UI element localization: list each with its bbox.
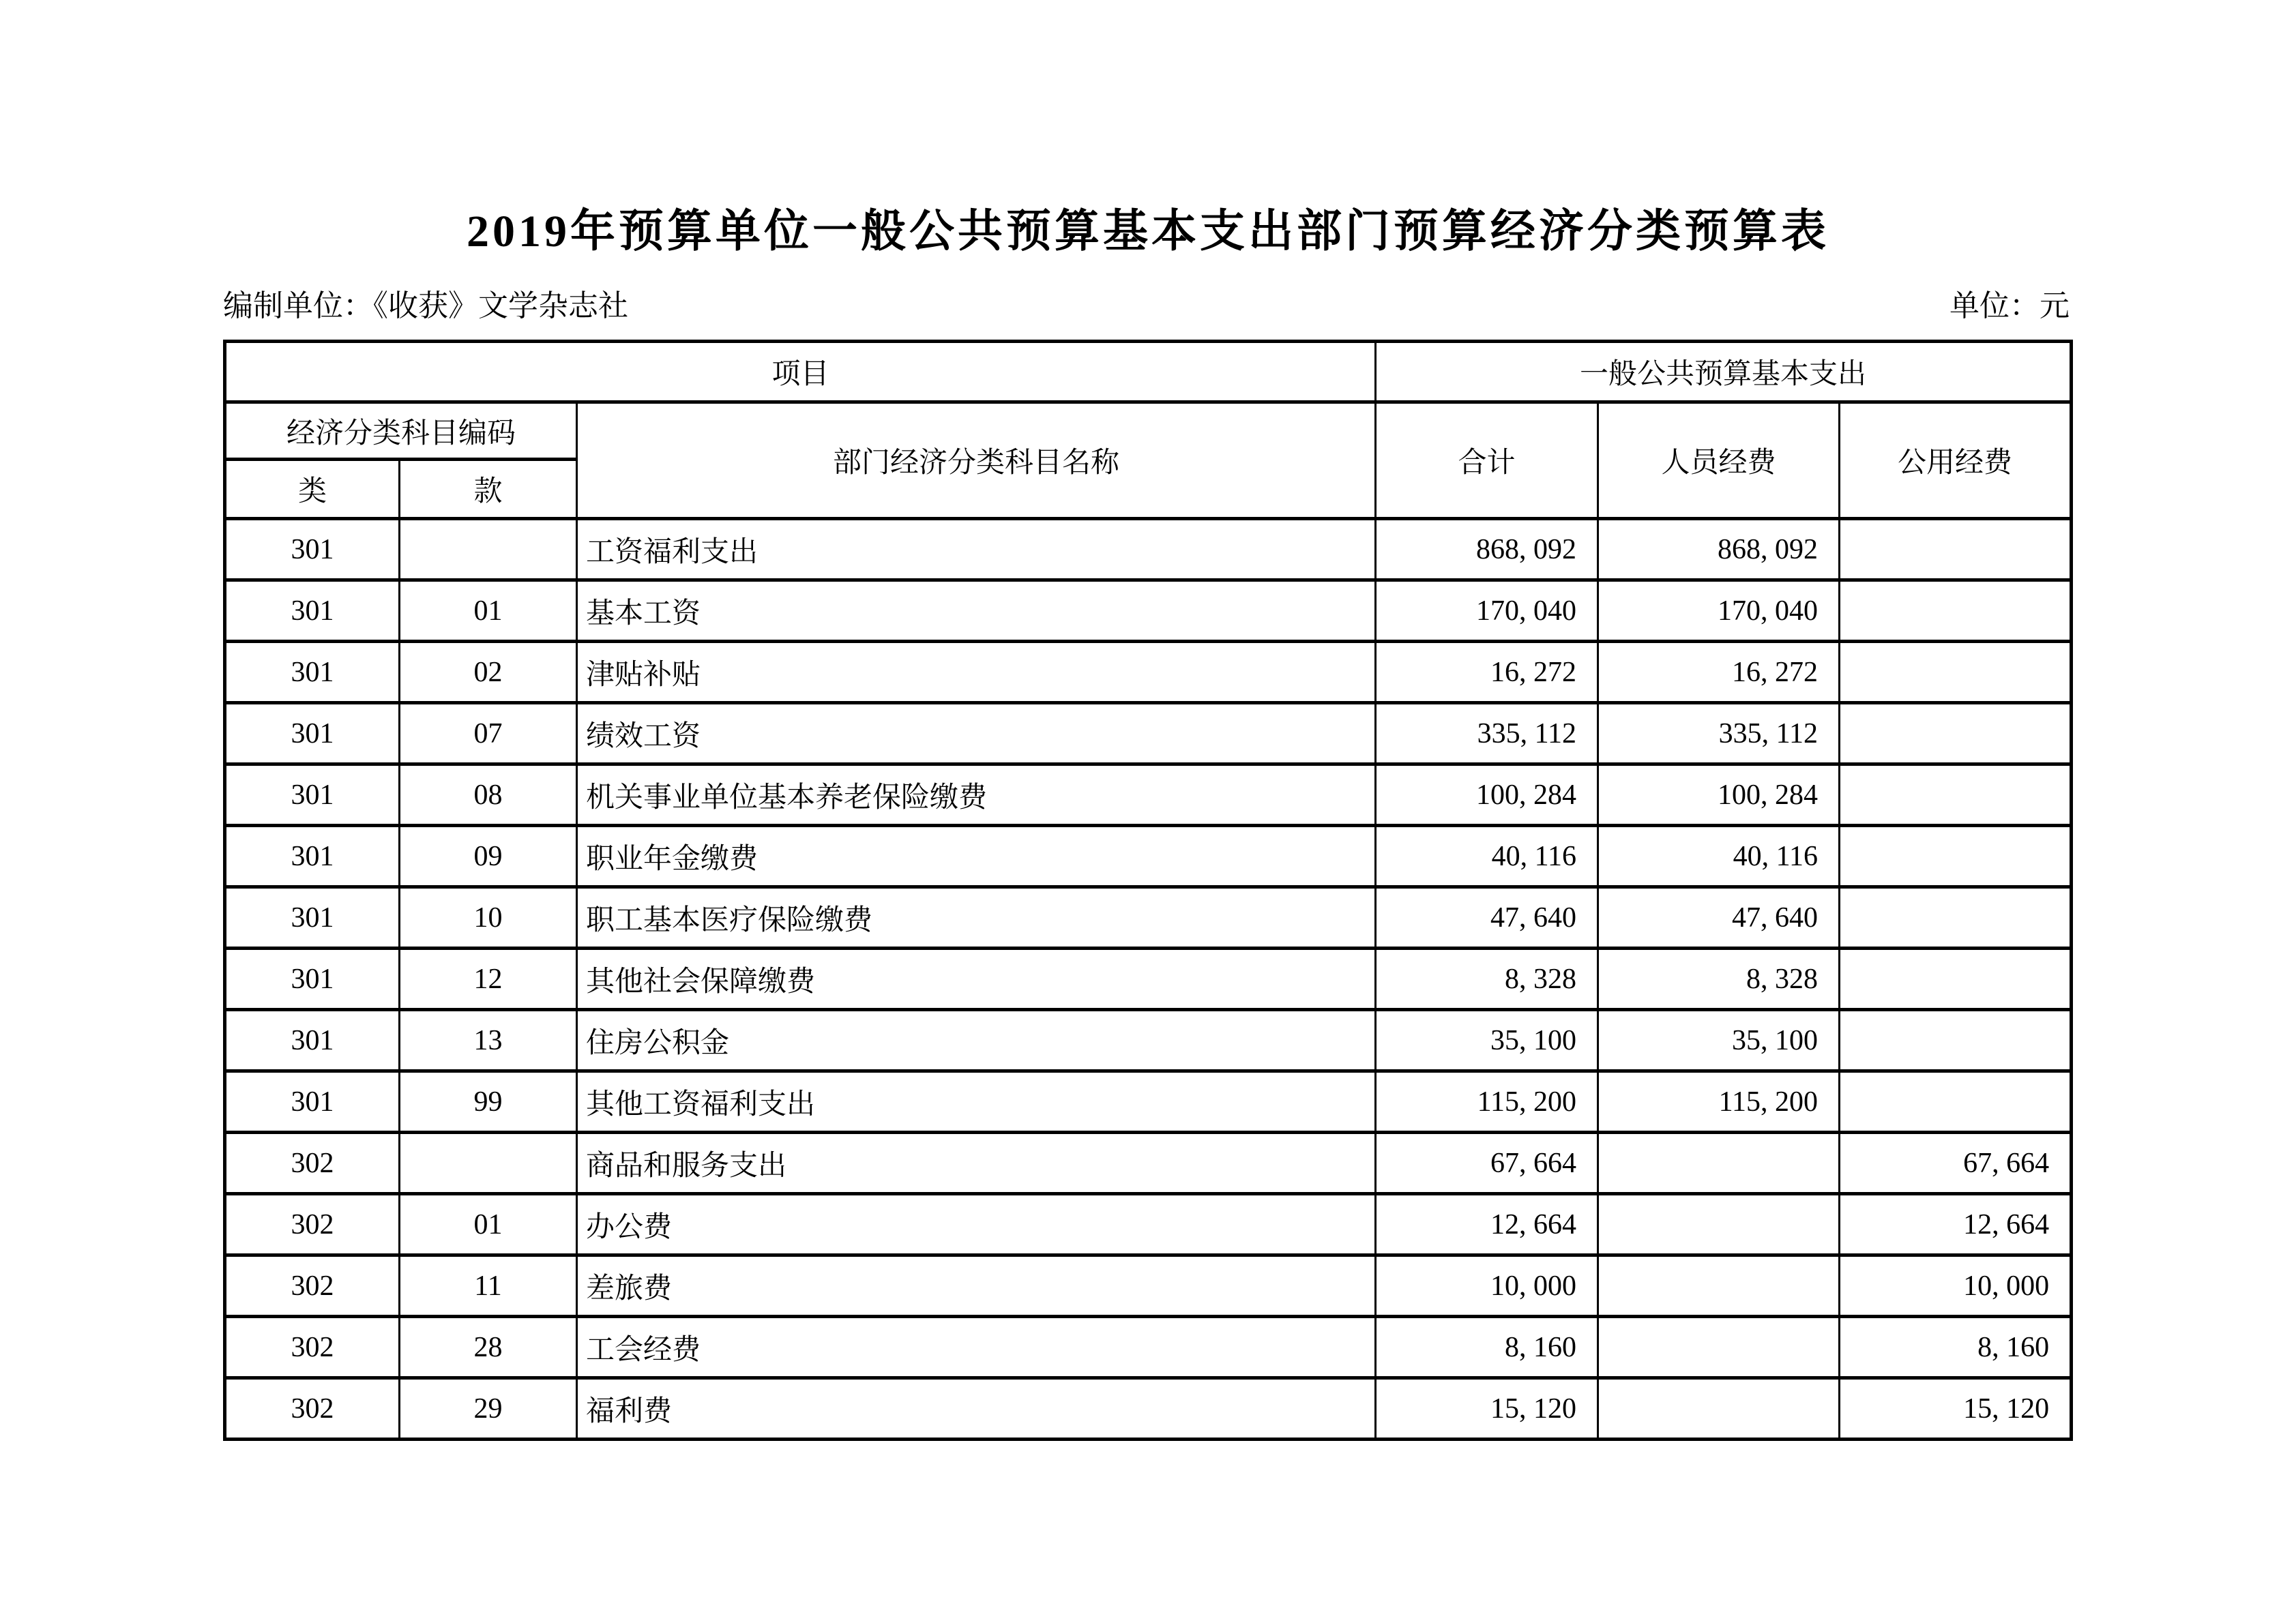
cell-class-code: 301 [225,580,400,642]
header-public: 公用经费 [1840,402,2072,519]
cell-section-code: 02 [400,642,577,703]
cell-public: 10, 000 [1840,1255,2072,1317]
cell-personnel: 335, 112 [1598,703,1840,764]
cell-class-code: 302 [225,1194,400,1255]
cell-public: 8, 160 [1840,1317,2072,1378]
cell-personnel: 16, 272 [1598,642,1840,703]
cell-public: 12, 664 [1840,1194,2072,1255]
cell-personnel: 40, 116 [1598,826,1840,887]
cell-section-code: 99 [400,1071,577,1133]
header-class-code: 类 [225,460,400,519]
cell-public [1840,703,2072,764]
table-row [225,949,2072,1010]
cell-class-code: 301 [225,1010,400,1071]
cell-total: 12, 664 [1376,1194,1598,1255]
table-row [225,826,2072,887]
cell-class-code: 302 [225,1133,400,1194]
cell-section-code: 01 [400,1194,577,1255]
table-row [225,703,2072,764]
table-row [225,1010,2072,1071]
cell-total: 335, 112 [1376,703,1598,764]
cell-class-code: 301 [225,519,400,580]
table-row [225,1317,2072,1378]
table-row [225,1133,2072,1194]
unit-label: 单位：元 [1949,289,2070,323]
cell-total: 15, 120 [1376,1378,1598,1440]
cell-public: 67, 664 [1840,1133,2072,1194]
prepared-by [223,281,628,325]
cell-personnel [1598,1255,1840,1317]
cell-public [1840,1010,2072,1071]
cell-section-code: 12 [400,949,577,1010]
cell-total: 8, 328 [1376,949,1598,1010]
cell-section-code: 09 [400,826,577,887]
cell-section-code [400,1133,577,1194]
cell-subject-name: 职工基本医疗保险缴费 [577,887,1376,949]
cell-total: 16, 272 [1376,642,1598,703]
cell-subject-name: 住房公积金 [577,1010,1376,1071]
cell-subject-name: 机关事业单位基本养老保险缴费 [577,764,1376,826]
cell-class-code: 302 [225,1378,400,1440]
cell-total: 170, 040 [1376,580,1598,642]
cell-class-code: 301 [225,764,400,826]
cell-section-code: 08 [400,764,577,826]
cell-public [1840,949,2072,1010]
prepared-by-label: 编制单位： [223,289,373,323]
cell-section-code: 11 [400,1255,577,1317]
cell-subject-name: 津贴补贴 [577,642,1376,703]
cell-total: 67, 664 [1376,1133,1598,1194]
cell-section-code: 13 [400,1010,577,1071]
table-row [225,1255,2072,1317]
cell-class-code: 302 [225,1255,400,1317]
cell-public [1840,519,2072,580]
header-row-middle [225,402,2072,460]
table-row [225,887,2072,949]
cell-personnel [1598,1317,1840,1378]
cell-total: 868, 092 [1376,519,1598,580]
cell-section-code: 10 [400,887,577,949]
cell-subject-name: 商品和服务支出 [577,1133,1376,1194]
cell-total: 47, 640 [1376,887,1598,949]
cell-class-code: 301 [225,642,400,703]
table-row [225,580,2072,642]
cell-subject-name: 其他社会保障缴费 [577,949,1376,1010]
cell-subject-name: 差旅费 [577,1255,1376,1317]
header-project: 项目 [225,342,1376,402]
cell-subject-name: 绩效工资 [577,703,1376,764]
cell-personnel [1598,1194,1840,1255]
header-row-top [225,342,2072,402]
table-row [225,1378,2072,1440]
cell-section-code [400,519,577,580]
table-row [225,1194,2072,1255]
cell-personnel: 115, 200 [1598,1071,1840,1133]
cell-personnel [1598,1133,1840,1194]
cell-total: 35, 100 [1376,1010,1598,1071]
cell-subject-name: 办公费 [577,1194,1376,1255]
cell-class-code: 301 [225,887,400,949]
cell-class-code: 301 [225,703,400,764]
header-section-code: 款 [400,460,577,519]
header-econ-code: 经济分类科目编码 [225,402,577,460]
cell-section-code: 01 [400,580,577,642]
table-row [225,519,2072,580]
cell-total: 10, 000 [1376,1255,1598,1317]
cell-personnel: 868, 092 [1598,519,1840,580]
cell-public [1840,580,2072,642]
table-row [225,1071,2072,1133]
cell-section-code: 28 [400,1317,577,1378]
cell-total: 8, 160 [1376,1317,1598,1378]
table-row [225,764,2072,826]
cell-public: 15, 120 [1840,1378,2072,1440]
cell-personnel [1598,1378,1840,1440]
cell-personnel: 8, 328 [1598,949,1840,1010]
header-general-public-budget: 一般公共预算基本支出 [1376,342,2072,402]
header-personnel: 人员经费 [1598,402,1840,519]
cell-class-code: 301 [225,949,400,1010]
header-subject-name: 部门经济分类科目名称 [577,402,1376,519]
cell-subject-name: 其他工资福利支出 [577,1071,1376,1133]
cell-section-code: 29 [400,1378,577,1440]
cell-class-code: 301 [225,1071,400,1133]
table-row [225,642,2072,703]
cell-subject-name: 工会经费 [577,1317,1376,1378]
cell-public [1840,764,2072,826]
cell-public [1840,642,2072,703]
cell-public [1840,1071,2072,1133]
cell-personnel: 170, 040 [1598,580,1840,642]
meta-row [223,281,2070,325]
cell-personnel: 100, 284 [1598,764,1840,826]
header-total: 合计 [1376,402,1598,519]
cell-personnel: 47, 640 [1598,887,1840,949]
cell-total: 115, 200 [1376,1071,1598,1133]
cell-personnel: 35, 100 [1598,1010,1840,1071]
cell-section-code: 07 [400,703,577,764]
cell-total: 40, 116 [1376,826,1598,887]
cell-class-code: 302 [225,1317,400,1378]
cell-subject-name: 职业年金缴费 [577,826,1376,887]
budget-table [223,340,2073,1441]
cell-subject-name: 基本工资 [577,580,1376,642]
cell-public [1840,887,2072,949]
cell-public [1840,826,2072,887]
cell-subject-name: 工资福利支出 [577,519,1376,580]
page-title: 2019年预算单位一般公共预算基本支出部门预算经济分类预算表 [467,207,1829,256]
cell-class-code: 301 [225,826,400,887]
prepared-by-value: 《收获》文学杂志社 [373,289,628,323]
cell-subject-name: 福利费 [577,1378,1376,1440]
cell-total: 100, 284 [1376,764,1598,826]
